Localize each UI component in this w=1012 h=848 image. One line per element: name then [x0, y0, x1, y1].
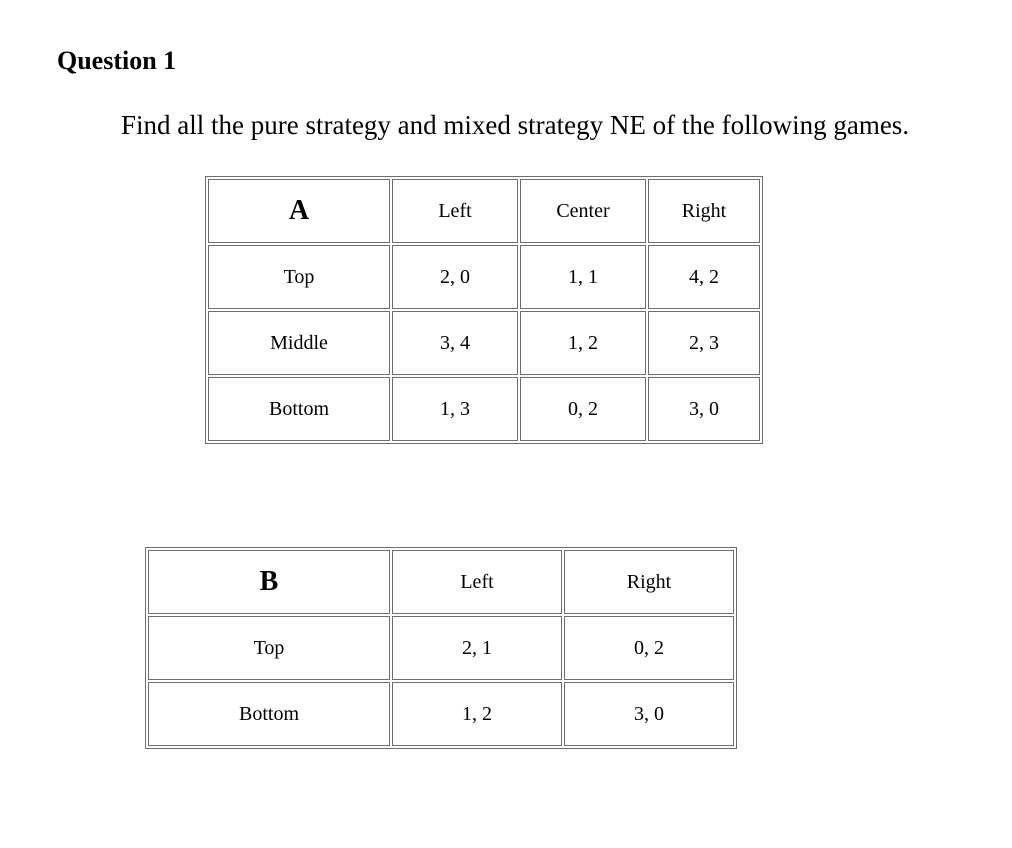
table-row [208, 377, 760, 441]
payoff-cell: 1, 1 [520, 245, 646, 309]
payoff-cell: 2, 0 [392, 245, 518, 309]
payoff-cell: 1, 2 [520, 311, 646, 375]
row-header-top: Top [208, 245, 390, 309]
column-header-right: Right [564, 550, 734, 614]
row-header-top: Top [148, 616, 390, 680]
game-label: A [208, 179, 390, 243]
column-header-right: Right [648, 179, 760, 243]
table-row [208, 245, 760, 309]
question-title: Question 1 [57, 46, 177, 75]
payoff-cell: 4, 2 [648, 245, 760, 309]
header-row [148, 550, 734, 614]
payoff-cell: 1, 2 [392, 682, 562, 746]
row-header-bottom: Bottom [148, 682, 390, 746]
payoff-cell: 1, 3 [392, 377, 518, 441]
column-header-center: Center [520, 179, 646, 243]
header-row [208, 179, 760, 243]
table-row [148, 682, 734, 746]
payoff-cell: 3, 4 [392, 311, 518, 375]
table-row [148, 616, 734, 680]
payoff-cell: 0, 2 [520, 377, 646, 441]
column-header-left: Left [392, 550, 562, 614]
payoff-matrix-a [205, 176, 763, 444]
row-header-middle: Middle [208, 311, 390, 375]
payoff-cell: 2, 3 [648, 311, 760, 375]
table-row [208, 311, 760, 375]
game-label: B [148, 550, 390, 614]
payoff-cell: 3, 0 [564, 682, 734, 746]
payoff-cell: 2, 1 [392, 616, 562, 680]
column-header-left: Left [392, 179, 518, 243]
payoff-cell: 0, 2 [564, 616, 734, 680]
row-header-bottom: Bottom [208, 377, 390, 441]
question-instruction: Find all the pure strategy and mixed strategy NE of the following games. [121, 110, 910, 140]
payoff-cell: 3, 0 [648, 377, 760, 441]
payoff-matrix-b [145, 547, 737, 749]
